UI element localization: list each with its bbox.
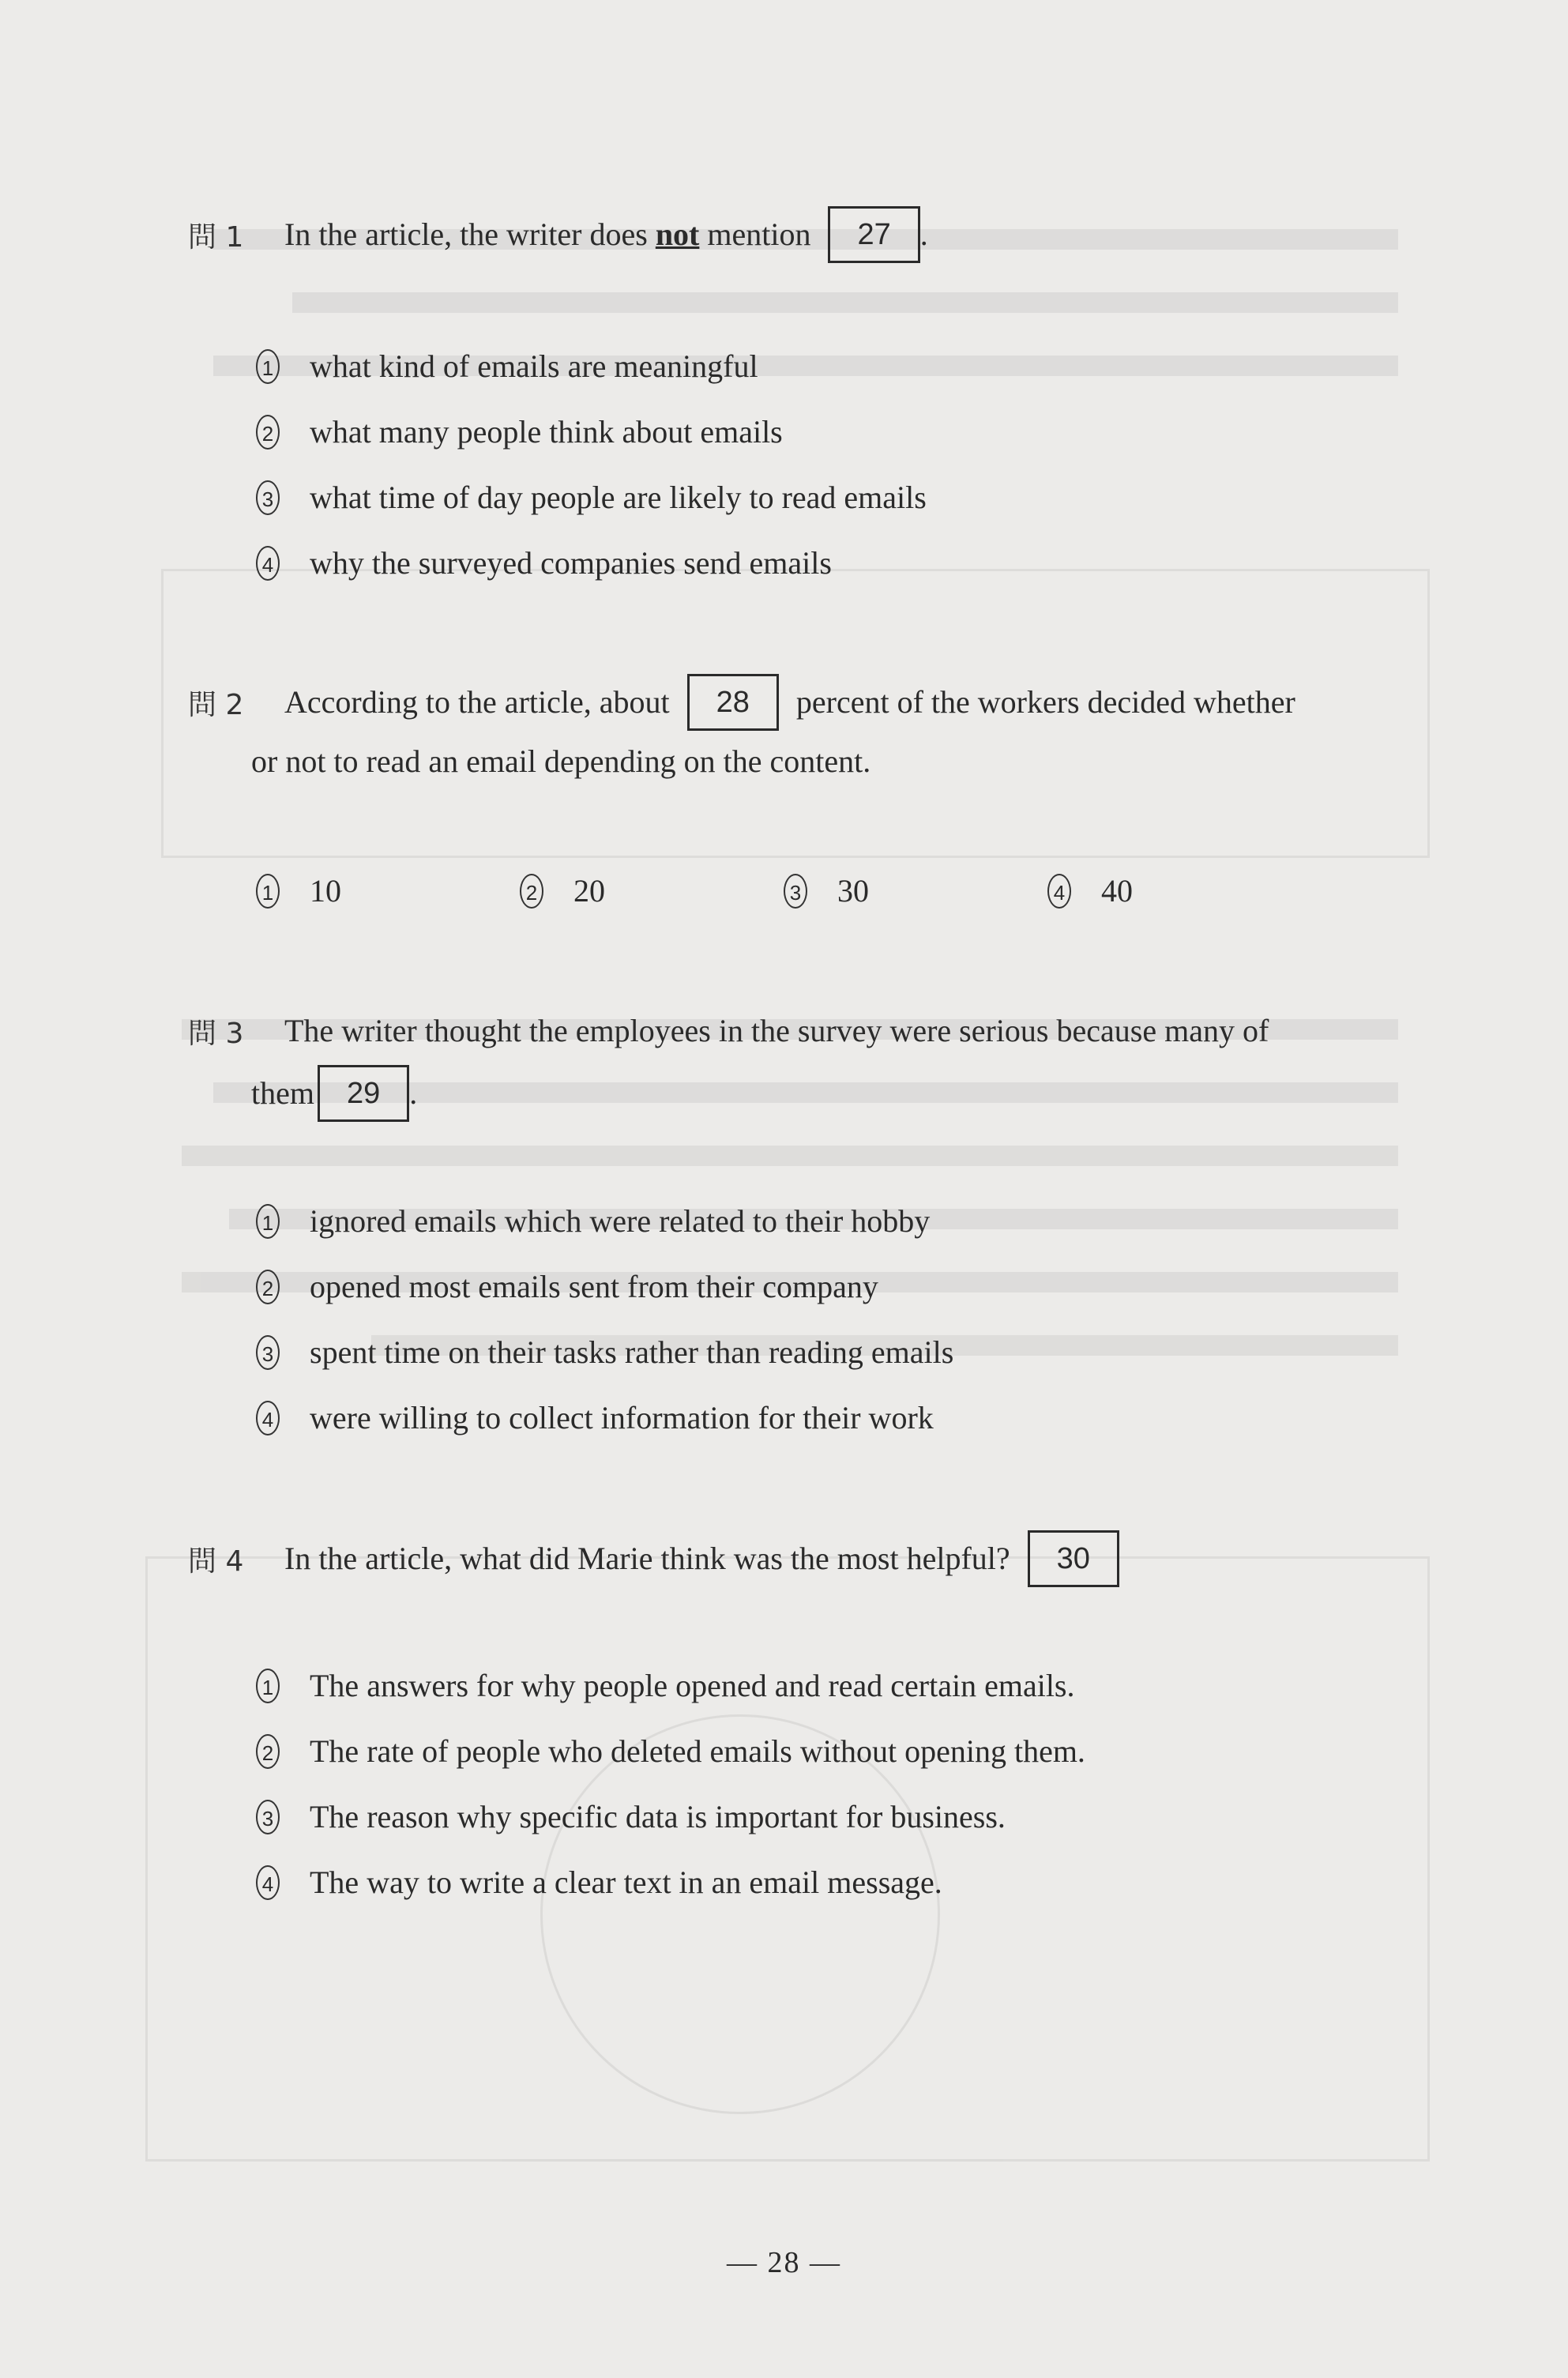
- option-text: what kind of emails are meaningful: [310, 348, 758, 384]
- option-1[interactable]: [256, 348, 758, 385]
- option-3[interactable]: [256, 479, 927, 516]
- option-text: The reason why specific data is important for business.: [310, 1799, 1006, 1834]
- option-2[interactable]: [256, 413, 783, 450]
- option-number: 2: [256, 1270, 280, 1304]
- option-text: opened most emails sent from their company: [310, 1269, 878, 1304]
- question-prompt: The writer thought the employees in the survey were serious because many of: [284, 1013, 1269, 1048]
- option-4[interactable]: [256, 1864, 942, 1901]
- option-4[interactable]: [1047, 872, 1133, 909]
- option-text: were willing to collect information for their work: [310, 1400, 934, 1435]
- question-prompt-line2: them 29 .: [251, 1068, 417, 1125]
- option-4[interactable]: [256, 544, 832, 581]
- question-label: 問 1: [188, 221, 244, 254]
- option-text: 20: [573, 873, 605, 909]
- question-prompt: In the article, what did Marie think was the most helpful? 30: [284, 1526, 1119, 1591]
- option-number: 2: [520, 874, 543, 909]
- question-prompt: In the article, the writer does not mention 27 .: [284, 202, 928, 267]
- option-2[interactable]: [520, 872, 605, 909]
- option-number: 3: [256, 1335, 280, 1370]
- option-3[interactable]: [256, 1334, 953, 1371]
- question-label: 問 2: [188, 689, 244, 721]
- emphasis-not: not: [655, 216, 700, 252]
- option-text: ignored emails which were related to their hobby: [310, 1203, 931, 1239]
- option-1[interactable]: [256, 1667, 1075, 1704]
- option-number: 3: [256, 480, 280, 515]
- option-number: 1: [256, 349, 280, 384]
- option-text: The way to write a clear text in an email message.: [310, 1864, 942, 1900]
- option-3[interactable]: [256, 1798, 1006, 1835]
- option-number: 3: [256, 1800, 280, 1834]
- option-number: 4: [256, 1865, 280, 1900]
- question-label: 問 3: [188, 1018, 244, 1050]
- option-2[interactable]: [256, 1733, 1085, 1770]
- option-text: what many people think about emails: [310, 414, 783, 450]
- option-number: 1: [256, 1669, 280, 1703]
- page-number: — 28 —: [727, 2246, 841, 2279]
- option-number: 4: [1047, 874, 1071, 909]
- option-1[interactable]: [256, 872, 341, 909]
- option-text: 30: [837, 873, 869, 909]
- option-number: 2: [256, 415, 280, 450]
- answer-box-29[interactable]: 29: [318, 1065, 409, 1122]
- option-number: 4: [256, 546, 280, 581]
- option-1[interactable]: [256, 1202, 930, 1240]
- option-text: 40: [1101, 873, 1133, 909]
- option-number: 1: [256, 1204, 280, 1239]
- option-3[interactable]: [784, 872, 869, 909]
- answer-box-27[interactable]: 27: [828, 206, 919, 263]
- option-text: why the surveyed companies send emails: [310, 545, 832, 581]
- answer-box-28[interactable]: 28: [687, 674, 779, 731]
- option-number: 4: [256, 1401, 280, 1435]
- option-text: The answers for why people opened and read certain emails.: [310, 1668, 1075, 1703]
- option-2[interactable]: [256, 1268, 878, 1305]
- option-number: 2: [256, 1734, 280, 1769]
- question-prompt-line2: or not to read an email depending on the content.: [251, 743, 871, 779]
- option-number: 3: [784, 874, 807, 909]
- question-prompt: According to the article, about 28 percent of the workers decided whether: [284, 670, 1295, 735]
- option-text: The rate of people who deleted emails without opening them.: [310, 1733, 1085, 1769]
- option-4[interactable]: [256, 1399, 934, 1436]
- answer-box-30[interactable]: 30: [1028, 1530, 1119, 1587]
- option-text: what time of day people are likely to read emails: [310, 480, 927, 515]
- option-number: 1: [256, 874, 280, 909]
- option-text: spent time on their tasks rather than reading emails: [310, 1334, 954, 1370]
- question-label: 問 4: [188, 1545, 244, 1578]
- option-text: 10: [310, 873, 341, 909]
